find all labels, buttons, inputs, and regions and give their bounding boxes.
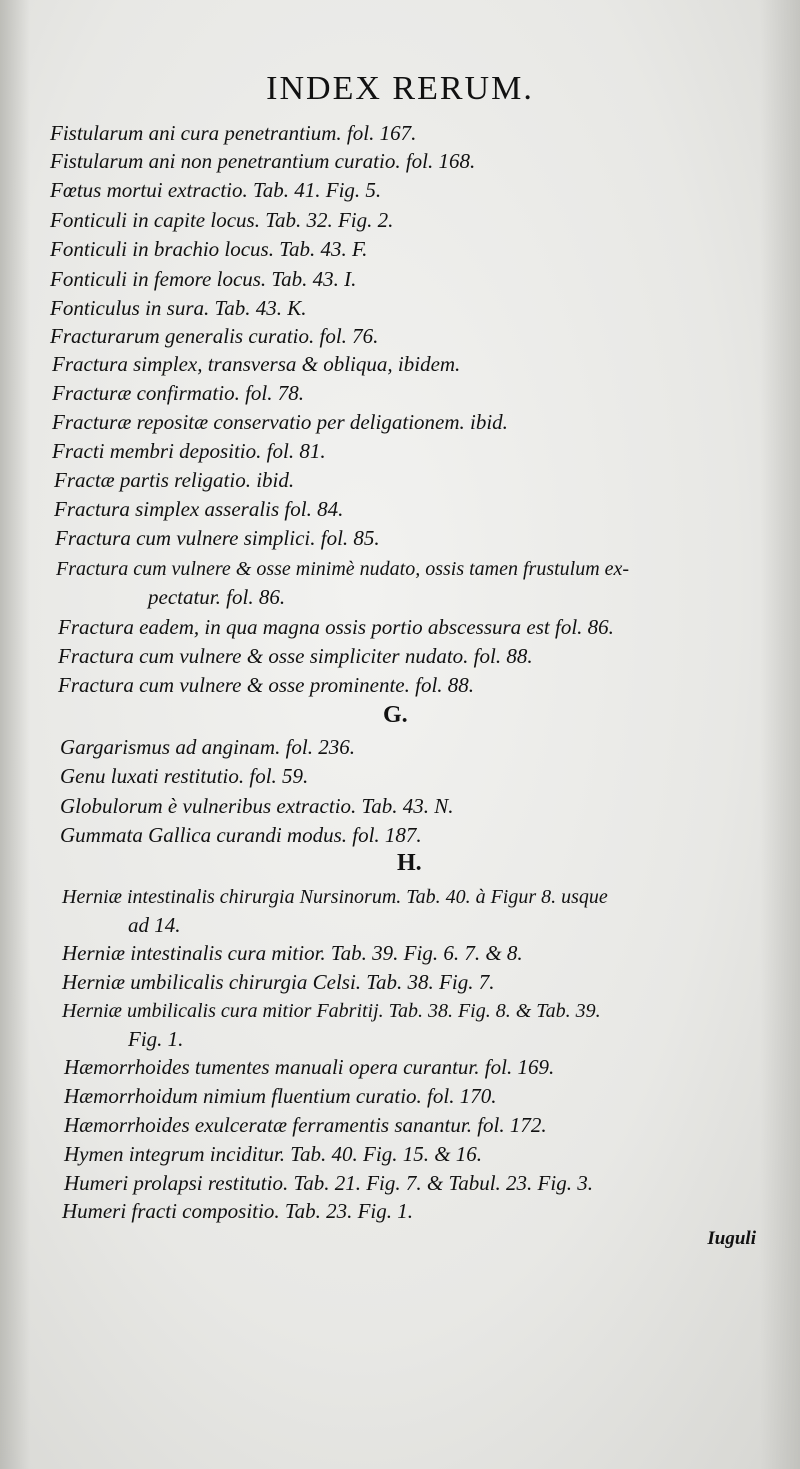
index-entry: Herniæ intestinalis cura mitior. Tab. 39. Fig. 6. 7. & 8. (62, 941, 523, 965)
index-entry: Humeri fracti compositio. Tab. 23. Fig. 1. (62, 1199, 413, 1223)
index-entry: Fractura cum vulnere simplici. fol. 85. (55, 526, 380, 550)
index-entry: Fractura simplex, transversa & obliqua, ibidem. (52, 352, 461, 376)
index-entry: Fractura cum vulnere & osse minimè nudato, ossis tamen frustulum ex- (56, 558, 630, 580)
index-entry-continuation: pectatur. fol. 86. (148, 585, 286, 609)
index-entry: Humeri prolapsi restitutio. Tab. 21. Fig. 7. & Tabul. 23. Fig. 3. (64, 1171, 593, 1195)
index-entry: Fonticuli in femore locus. Tab. 43. I. (50, 267, 357, 291)
index-entry: Fracturæ confirmatio. fol. 78. (52, 381, 304, 405)
index-entry: Fracti membri depositio. fol. 81. (52, 439, 326, 463)
index-entry: Herniæ umbilicalis chirurgia Celsi. Tab. 38. Fig. 7. (62, 970, 495, 994)
index-entry-continuation: ad 14. (128, 913, 181, 937)
page-heading: INDEX RERUM. (266, 70, 534, 107)
index-entry: Hæmorrhoidum nimium fluentium curatio. fol. 170. (64, 1084, 497, 1108)
index-entry: Globulorum è vulneribus extractio. Tab. 43. N. (60, 794, 454, 818)
index-entry: Fonticulus in sura. Tab. 43. K. (50, 296, 307, 320)
index-entry: Fonticuli in capite locus. Tab. 32. Fig. 2. (50, 208, 394, 232)
page-edge-shadow (760, 0, 800, 1469)
index-entry: Herniæ intestinalis chirurgia Nursinorum. Tab. 40. à Figur 8. usque (62, 886, 608, 908)
index-entry-continuation: Fig. 1. (128, 1027, 184, 1051)
index-entry: Hæmorrhoides exulceratæ ferramentis sanantur. fol. 172. (64, 1113, 547, 1137)
catchword: Iuguli (707, 1228, 756, 1249)
section-letter-h: H. (397, 850, 422, 876)
index-entry: Genu luxati restitutio. fol. 59. (60, 764, 309, 788)
index-entry: Fracturarum generalis curatio. fol. 76. (50, 324, 379, 348)
index-entry: Gargarismus ad anginam. fol. 236. (60, 735, 355, 759)
index-entry: Fractura cum vulnere & osse simpliciter nudato. fol. 88. (58, 644, 533, 668)
index-entry: Fonticuli in brachio locus. Tab. 43. F. (50, 237, 368, 261)
index-entry: Herniæ umbilicalis cura mitior Fabritij. Tab. 38. Fig. 8. & Tab. 39. (62, 1000, 601, 1022)
index-entry: Fistularum ani cura penetrantium. fol. 167. (50, 121, 417, 145)
index-entry: Fœtus mortui extractio. Tab. 41. Fig. 5. (50, 178, 382, 202)
index-entry: Hymen integrum inciditur. Tab. 40. Fig. 15. & 16. (64, 1142, 483, 1166)
index-entry: Fractæ partis religatio. ibid. (54, 468, 295, 492)
index-entry: Hæmorrhoides tumentes manuali opera curantur. fol. 169. (64, 1055, 555, 1079)
index-entry: Fractura cum vulnere & osse prominente. fol. 88. (58, 673, 475, 697)
index-entry: Fractura simplex asseralis fol. 84. (54, 497, 344, 521)
spine-shadow (0, 0, 30, 1469)
index-entry: Gummata Gallica curandi modus. fol. 187. (60, 823, 422, 847)
index-entry: Fracturæ repositæ conservatio per deligationem. ibid. (52, 410, 508, 434)
section-letter-g: G. (383, 702, 408, 728)
index-entry: Fractura eadem, in qua magna ossis portio abscessura est fol. 86. (58, 615, 614, 639)
index-entry: Fistularum ani non penetrantium curatio. fol. 168. (50, 149, 476, 173)
